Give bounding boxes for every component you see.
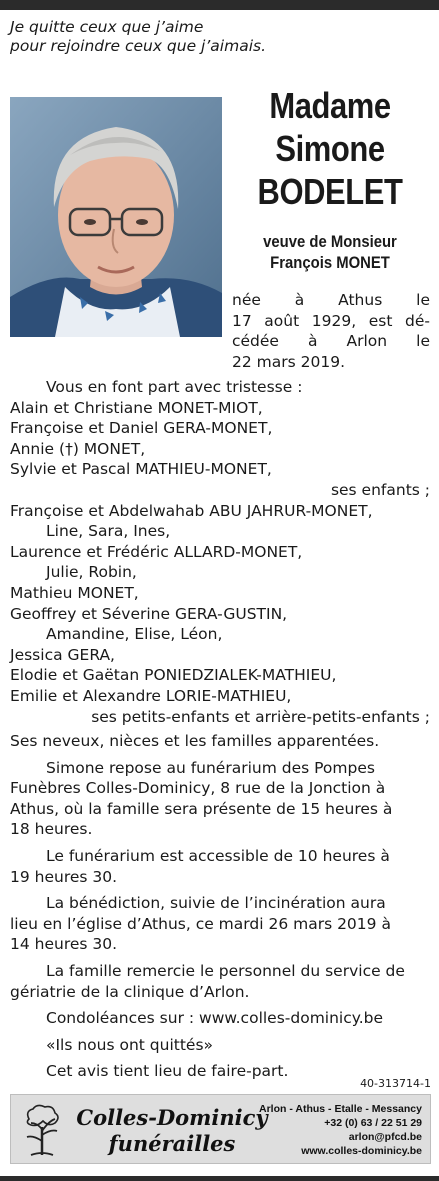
epitaph-line-2: pour rejoindre ceux que j’aimais. — [10, 37, 266, 55]
portrait-illustration — [10, 97, 222, 337]
visiting-line-1: Le funérarium est accessible de 10 heures à — [46, 847, 390, 866]
child-4: Sylvie et Pascal MATHIEU-MONET, — [10, 460, 272, 479]
widow-of — [240, 232, 420, 274]
child-1: Alain et Christiane MONET-MIOT, — [10, 398, 263, 417]
top-rule — [0, 0, 439, 10]
grandchild-1: Françoise et Abdelwahab ABU JAHRUR-MONET, — [10, 501, 373, 520]
grandchild-2: Line, Sara, Ines, — [46, 522, 171, 541]
deceased-first-name: Simone — [275, 128, 385, 169]
birth-line-4: 22 mars 2019. — [232, 352, 345, 371]
grandchild-7: Amandine, Elise, Léon, — [46, 625, 223, 644]
widow-line-2: François MONET — [270, 254, 390, 272]
deceased-last-name: BODELET — [257, 171, 403, 212]
funerarium-line-2: Funèbres Colles-Dominicy, 8 rue de la Jonction à — [10, 779, 386, 798]
grandchild-9: Elodie et Gaëtan PONIEDZIALEK-MATHIEU, — [10, 666, 337, 685]
brand-line-2: funérailles — [108, 1131, 236, 1156]
funerarium-line-3: Athus, où la famille sera présente de 15 heures à — [10, 799, 393, 818]
condolences-line: Condoléances sur : www.colles-dominicy.be — [46, 1009, 384, 1028]
announcement-body — [10, 377, 430, 1082]
grandchild-8: Jessica GERA, — [10, 645, 115, 664]
brand-line-1: Colles-Dominicy — [76, 1105, 268, 1130]
funeral-home-contact — [259, 1102, 422, 1158]
birth-line-1: née à Athus le — [232, 291, 430, 309]
deceased-title: Madame — [269, 85, 391, 126]
contact-email[interactable]: arlon@pfcd.be — [348, 1131, 422, 1143]
bottom-rule — [0, 1176, 439, 1181]
portrait-photo — [10, 97, 222, 337]
birth-line-2: 17 août 1929, est dé- — [232, 311, 430, 330]
closing-quote: «Ils nous ont quittés» — [46, 1035, 214, 1054]
children-label: ses enfants ; — [330, 480, 430, 499]
birth-death-info — [232, 290, 430, 372]
funerarium-line-4: 18 heures. — [10, 820, 93, 839]
grandchild-4: Julie, Robin, — [46, 563, 137, 582]
grandchildren-label: ses petits-enfants et arrière-petits-enfants ; — [91, 707, 430, 726]
funeral-home-brand — [67, 1105, 277, 1157]
notice-line: Cet avis tient lieu de faire-part. — [46, 1062, 289, 1081]
announcement-intro: Vous en font part avec tristesse : — [46, 378, 303, 396]
funerarium-line-1: Simone repose au funérarium des Pompes — [46, 758, 375, 777]
child-2: Françoise et Daniel GERA-MONET, — [10, 419, 273, 438]
deceased-name — [230, 84, 430, 213]
contact-locations: Arlon - Athus - Etalle - Messancy — [259, 1103, 422, 1115]
contact-website[interactable]: www.colles-dominicy.be — [301, 1145, 422, 1157]
widow-line-1: veuve de Monsieur — [263, 233, 397, 251]
birth-line-3: cédée à Arlon le — [232, 332, 430, 350]
ceremony-line-3: 14 heures 30. — [10, 935, 118, 954]
grandchild-3: Laurence et Frédéric ALLARD-MONET, — [10, 542, 303, 561]
grandchild-5: Mathieu MONET, — [10, 583, 139, 602]
funeral-home-banner — [10, 1094, 431, 1164]
family-line: Ses neveux, nièces et les familles apparentées. — [10, 732, 380, 751]
epitaph-line-1: Je quitte ceux que j’aime — [10, 18, 204, 36]
grandchild-10: Emilie et Alexandre LORIE-MATHIEU, — [10, 686, 292, 705]
thanks-line-2: gériatrie de la clinique d’Arlon. — [10, 982, 250, 1001]
ceremony-line-2: lieu en l’église d’Athus, ce mardi 26 mars 2019 à — [10, 914, 391, 933]
epitaph-quote — [10, 18, 430, 56]
thanks-line-1: La famille remercie le personnel du service de — [46, 962, 405, 981]
ceremony-line-1: La bénédiction, suivie de l’incinération aura — [46, 894, 386, 913]
contact-phone: +32 (0) 63 / 22 51 29 — [324, 1117, 422, 1129]
grandchild-6: Geoffrey et Séverine GERA-GUSTIN, — [10, 604, 288, 623]
tree-logo-icon — [19, 1101, 65, 1157]
reference-number: 40-313714-1 — [360, 1077, 431, 1090]
visiting-line-2: 19 heures 30. — [10, 867, 118, 886]
child-3: Annie (†) MONET, — [10, 439, 146, 458]
